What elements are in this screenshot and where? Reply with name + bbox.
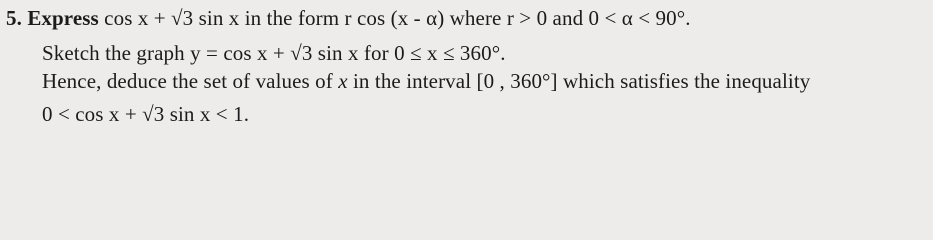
line3-text-1: Hence, deduce the set of values of (42, 69, 333, 93)
line2-for: for (363, 41, 389, 65)
line3-text-2: in the interval (353, 69, 472, 93)
line3-variable: x (338, 69, 348, 93)
line1-condition-alpha: 0 < α < 90°. (588, 6, 691, 30)
line3-interval: [0 , 360°] (476, 69, 558, 93)
line2-lead: Sketch the graph (42, 41, 185, 65)
line1-condition-r: r > 0 (506, 6, 548, 30)
question-number: 5. (6, 6, 22, 30)
line1-form: r cos (x - α) (344, 6, 445, 30)
line3-text-3: which satisfies the inequality (563, 69, 811, 93)
line1-expression: cos x + √3 sin x (104, 6, 240, 30)
line1-where: where (449, 6, 502, 30)
question-line-3 (42, 69, 810, 93)
line2-range: 0 ≤ x ≤ 360°. (394, 41, 506, 65)
question-line-1 (6, 6, 691, 30)
question-line-4 (42, 102, 249, 126)
line1-and: and (552, 6, 584, 30)
line1-lead: Express (27, 6, 99, 30)
line1-mid: in the form (244, 6, 340, 30)
line4-inequality: 0 < cos x + √3 sin x < 1. (42, 102, 250, 126)
line2-graph-equation: y = cos x + √3 sin x (190, 41, 359, 65)
question-line-2 (42, 41, 506, 65)
